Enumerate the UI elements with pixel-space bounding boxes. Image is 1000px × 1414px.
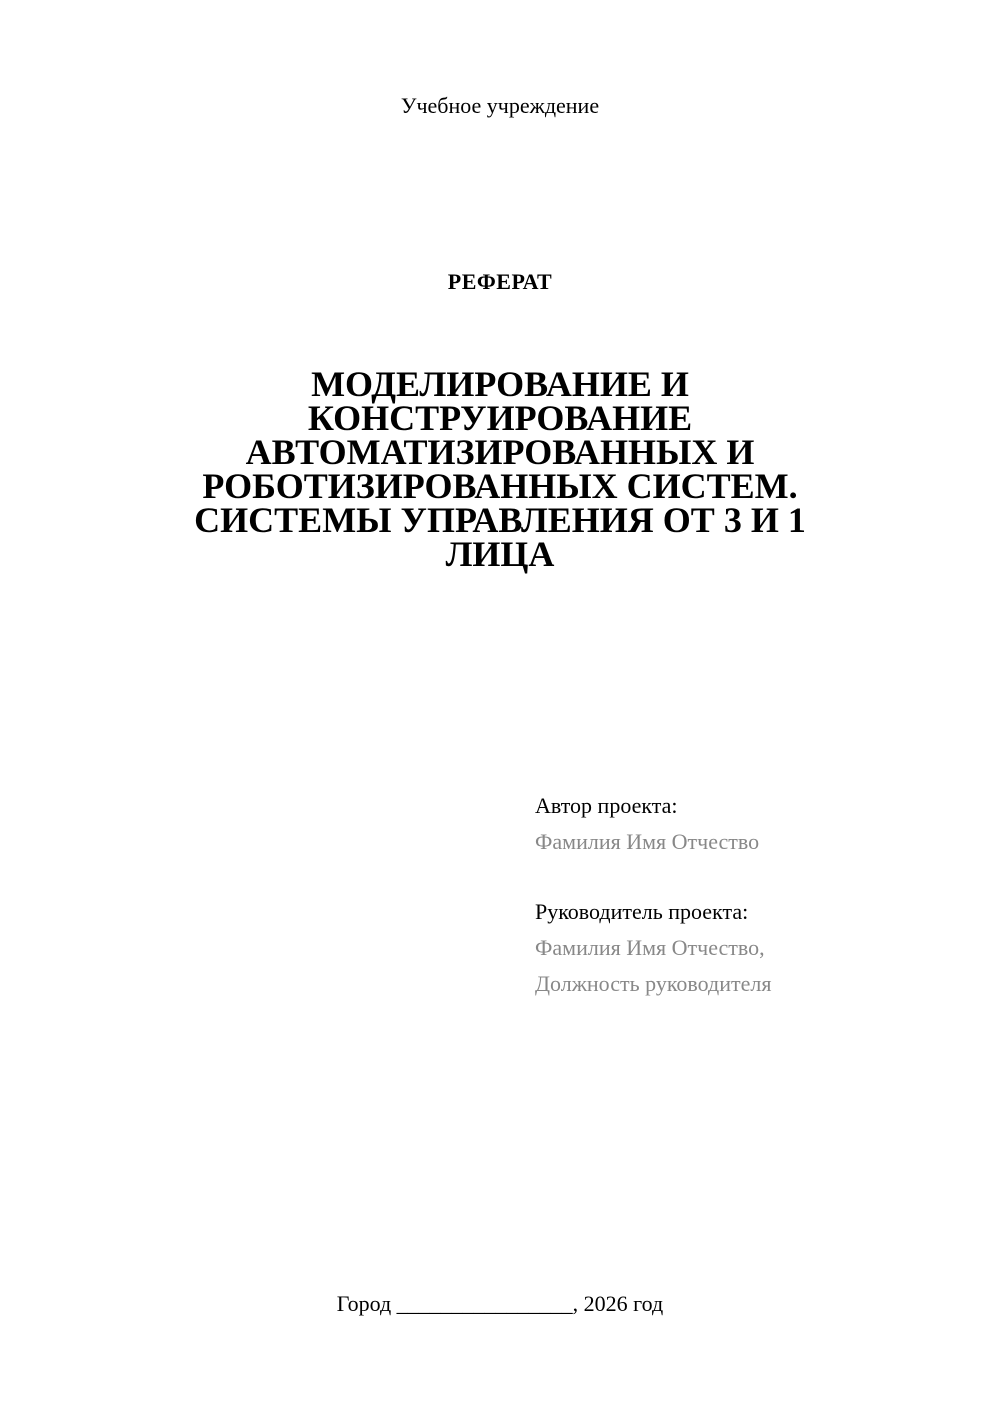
author-label: Автор проекта:: [535, 793, 678, 818]
title-line: КОНСТРУИРОВАНИЕ: [307, 398, 693, 438]
title-line: ЛИЦА: [445, 534, 555, 574]
supervisor-block: [535, 894, 975, 1002]
institution-name: Учебное учреждение: [400, 93, 600, 118]
supervisor-label: Руководитель проекта:: [535, 899, 749, 924]
document-title: [150, 364, 850, 574]
supervisor-position: Должность руководителя: [535, 971, 772, 996]
city-year-line: Город ________________, 2026 год: [336, 1291, 664, 1316]
author-block: [535, 788, 975, 860]
title-line: МОДЕЛИРОВАНИЕ И: [311, 364, 689, 404]
supervisor-name: Фамилия Имя Отчество,: [535, 935, 765, 960]
author-name: Фамилия Имя Отчество: [535, 829, 760, 854]
title-line: РОБОТИЗИРОВАННЫХ СИСТЕМ.: [202, 466, 798, 506]
title-line: СИСТЕМЫ УПРАВЛЕНИЯ ОТ 3 И 1: [194, 500, 806, 540]
title-line: АВТОМАТИЗИРОВАННЫХ И: [245, 432, 755, 472]
document-type: РЕФЕРАТ: [447, 269, 553, 294]
